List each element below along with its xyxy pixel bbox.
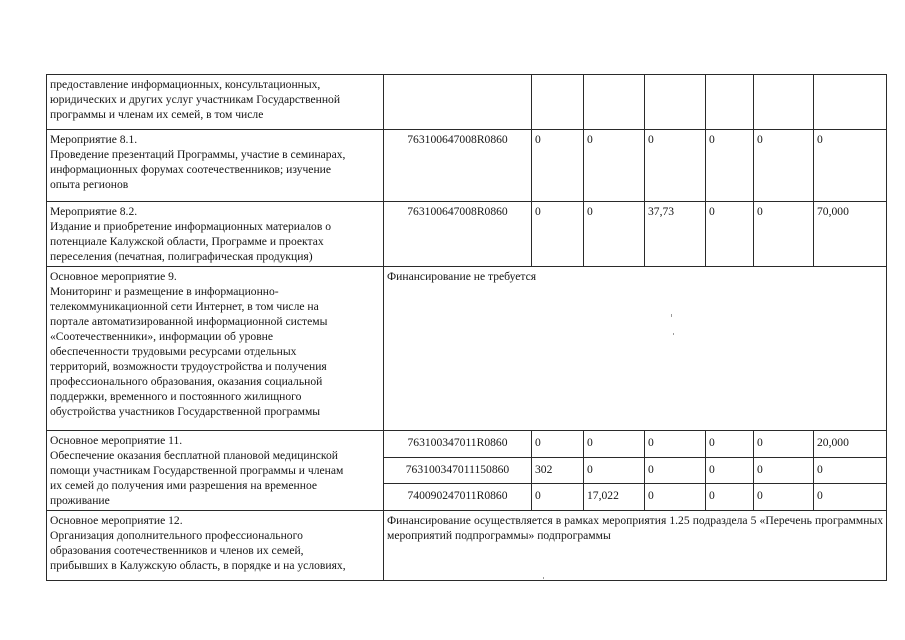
amount-cell: 0 [706,484,754,511]
amount-cell: 0 [706,130,754,202]
description-line: «Соотечественники», информации об уровне [50,330,274,343]
description-line: обустройства участников Государственной программы [50,405,321,418]
row-description [47,431,384,511]
description-line: поддержки, временного и постоянного жилищного [50,390,302,403]
amount-cell: 0 [754,484,814,511]
table-row [47,130,887,202]
amount-cell [532,75,584,130]
description-line: Мероприятие 8.2. [50,205,138,218]
amount-cell: 0 [814,484,887,511]
description-line: Организация дополнительного профессионального [50,529,303,542]
description-line: опыта регионов [50,178,129,191]
row-description [47,130,384,202]
description-line: информационных форумах соотечественников; изучение [50,163,331,176]
amount-cell: 0 [706,457,754,484]
budget-code: 740090247011R0860 [384,484,532,511]
scan-speck [671,314,672,317]
description-line: переселения (печатная, полиграфическая продукция) [50,250,313,263]
amount-cell [754,75,814,130]
table-row [47,75,887,130]
amount-cell: 0 [645,130,706,202]
description-line: Проведение презентаций Программы, участие в семинарах, [50,148,346,161]
row-description [47,511,384,581]
amount-cell: 20,000 [814,431,887,458]
amount-cell: 0 [645,484,706,511]
description-line: юридических и других услуг участникам Государственной [50,93,341,106]
amount-cell: 70,000 [814,202,887,267]
amount-cell: 0 [706,431,754,458]
row-description [47,267,384,431]
amount-cell: 0 [584,130,645,202]
amount-cell: 0 [645,431,706,458]
table-row [47,202,887,267]
table-row [47,511,887,581]
description-line: территорий, возможности трудоустройства и получения [50,360,327,373]
scan-speck [673,333,674,335]
amount-cell [645,75,706,130]
table-row [47,267,887,431]
amount-cell: 0 [754,202,814,267]
description-line: Издание и приобретение информационных материалов о [50,220,332,233]
row-description [47,75,384,130]
amount-cell: 17,022 [584,484,645,511]
table-row [47,431,887,458]
description-line: Основное мероприятие 12. [50,514,183,527]
budget-code: 763100647008R0860 [384,202,532,267]
row-description [47,202,384,267]
scan-speck [543,577,544,579]
description-line: обеспеченности трудовыми ресурсами отдельных [50,345,297,358]
description-line: Основное мероприятие 11. [50,434,183,447]
amount-cell: 0 [706,202,754,267]
amount-cell [584,75,645,130]
description-line: телекоммуникационной сети Интернет, в том числе на [50,300,319,313]
amount-cell: 0 [645,457,706,484]
description-line: образования соотечественников и членов их семей, [50,544,304,557]
amount-cell: 0 [532,431,584,458]
description-line: программы и членам их семей, в том числе [50,108,264,121]
amount-cell: 0 [754,431,814,458]
budget-code: 763100347011150860 [384,457,532,484]
budget-code: 763100347011R0860 [384,431,532,458]
amount-cell: 0 [532,484,584,511]
amount-cell: 0 [532,202,584,267]
description-line: потенциале Калужской области, Программе и проектах [50,235,324,248]
amount-cell [814,75,887,130]
table-body [47,75,887,581]
amount-cell: 0 [532,130,584,202]
amount-cell: 37,73 [645,202,706,267]
budget-code: 763100647008R0860 [384,130,532,202]
description-line: Обеспечение оказания бесплатной плановой медицинской [50,449,338,462]
amount-cell: 0 [814,130,887,202]
description-line: прибывших в Калужскую область, в порядке и на условиях, [50,559,346,572]
description-line: профессионального образования, оказания социальной [50,375,323,388]
amount-cell: 0 [584,457,645,484]
amount-cell: 302 [532,457,584,484]
amount-cell: 0 [754,130,814,202]
financing-note: Финансирование не требуется [384,267,887,431]
description-line: помощи участникам Государственной программы и членам [50,464,344,477]
description-line: Мониторинг и размещение в информационно- [50,285,279,298]
financing-note: Финансирование осуществляется в рамках мероприятия 1.25 подраздела 5 «Перечень программных мероприятий подпрограммы» подпрограммы [384,511,887,581]
description-line: Основное мероприятие 9. [50,270,177,283]
amount-cell: 0 [754,457,814,484]
description-line: проживание [50,494,110,507]
budget-code [384,75,532,130]
amount-cell: 0 [584,431,645,458]
amount-cell [706,75,754,130]
amount-cell: 0 [584,202,645,267]
description-line: портале автоматизированной информационной системы [50,315,328,328]
financing-table [46,74,887,581]
amount-cell: 0 [814,457,887,484]
description-line: их семей до получения ими разрешения на временное [50,479,318,492]
description-line: предоставление информационных, консультационных, [50,78,321,91]
description-line: Мероприятие 8.1. [50,133,138,146]
